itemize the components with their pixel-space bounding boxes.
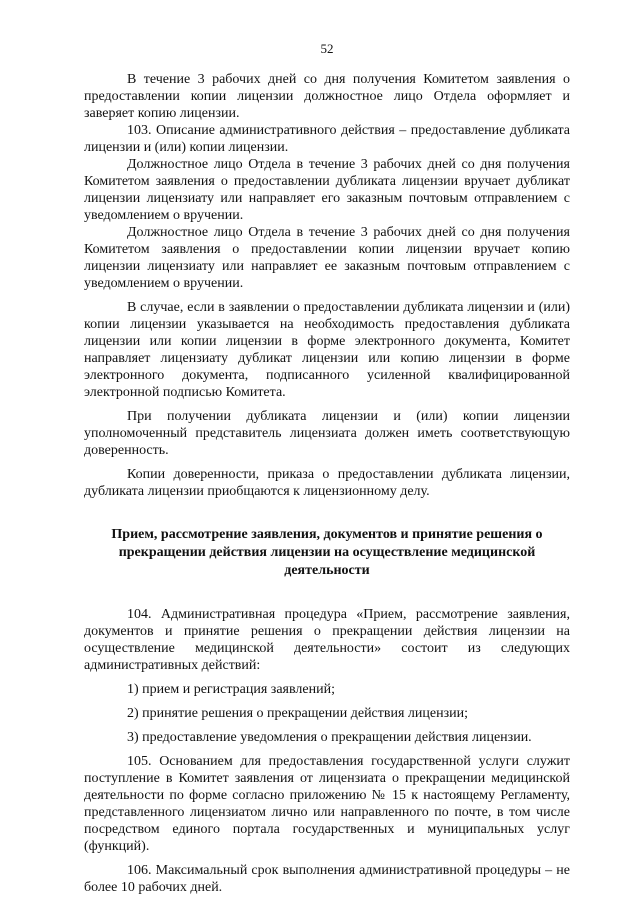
- paragraph: Должностное лицо Отдела в течение 3 рабочих дней со дня получения Комитетом заявления о предоставлении дубликата лицензии вручает дубликат лицензии лицензиату или направляет его заказным почтовым отправлением с уведомлением о вручении.: [84, 157, 570, 223]
- paragraph-106: 106. Максимальный срок выполнения административной процедуры – не более 10 рабочих дней.: [84, 863, 570, 895]
- list-item: 1) прием и регистрация заявлений;: [127, 682, 335, 697]
- section-heading: Прием, рассмотрение заявления, документов и принятие решения о прекращении действия лицензии на осуществление медицинской деятельности: [111, 527, 543, 578]
- page-number: 52: [320, 41, 334, 56]
- paragraph: В течение 3 рабочих дней со дня получения Комитетом заявления о предоставлении копии лицензии должностное лицо Отдела оформляет и заверяет копию лицензии.: [84, 72, 570, 121]
- paragraph: Копии доверенности, приказа о предоставлении дубликата лицензии, дубликата лицензии приобщаются к лицензионному делу.: [84, 467, 570, 499]
- paragraph: При получении дубликата лицензии и (или) копии лицензии уполномоченный представитель лицензиата должен иметь соответствующую доверенность.: [84, 409, 570, 458]
- list-item: 2) принятие решения о прекращении действия лицензии;: [127, 706, 469, 721]
- paragraph-105: 105. Основанием для предоставления государственной услуги служит поступление в Комитет заявления от лицензиата о прекращении медицинской деятельности по форме согласно приложению № 15 к настоящему Регламенту, представленного лицензиатом лично или направленного по почте, в том числе посредством единого портала государственных и муниципальных услуг (функций).: [84, 754, 570, 854]
- list-item: 3) предоставление уведомления о прекращении действия лицензии.: [127, 730, 532, 745]
- paragraph-104: 104. Административная процедура «Прием, рассмотрение заявления, документов и принятие решения о прекращении действия лицензии на осуществление медицинской деятельности» состоит из следующих административных действий:: [84, 607, 570, 673]
- paragraph: В случае, если в заявлении о предоставлении дубликата лицензии и (или) копии лицензии указывается на необходимость предоставления дубликата лицензии или копии лицензии в форме электронного документа, Комитет направляет лицензиату дубликат лицензии или копию лицензии в форме электронного документа, подписанного усиленной квалифицированной электронной подписью Комитета.: [84, 300, 570, 400]
- paragraph: Должностное лицо Отдела в течение 3 рабочих дней со дня получения Комитетом заявления о предоставлении копии лицензии вручает копию лицензии лицензиату или направляет ее заказным почтовым отправлением с уведомлением о вручении.: [84, 225, 570, 291]
- paragraph-103: 103. Описание административного действия – предоставление дубликата лицензии и (или) копии лицензии.: [84, 123, 570, 155]
